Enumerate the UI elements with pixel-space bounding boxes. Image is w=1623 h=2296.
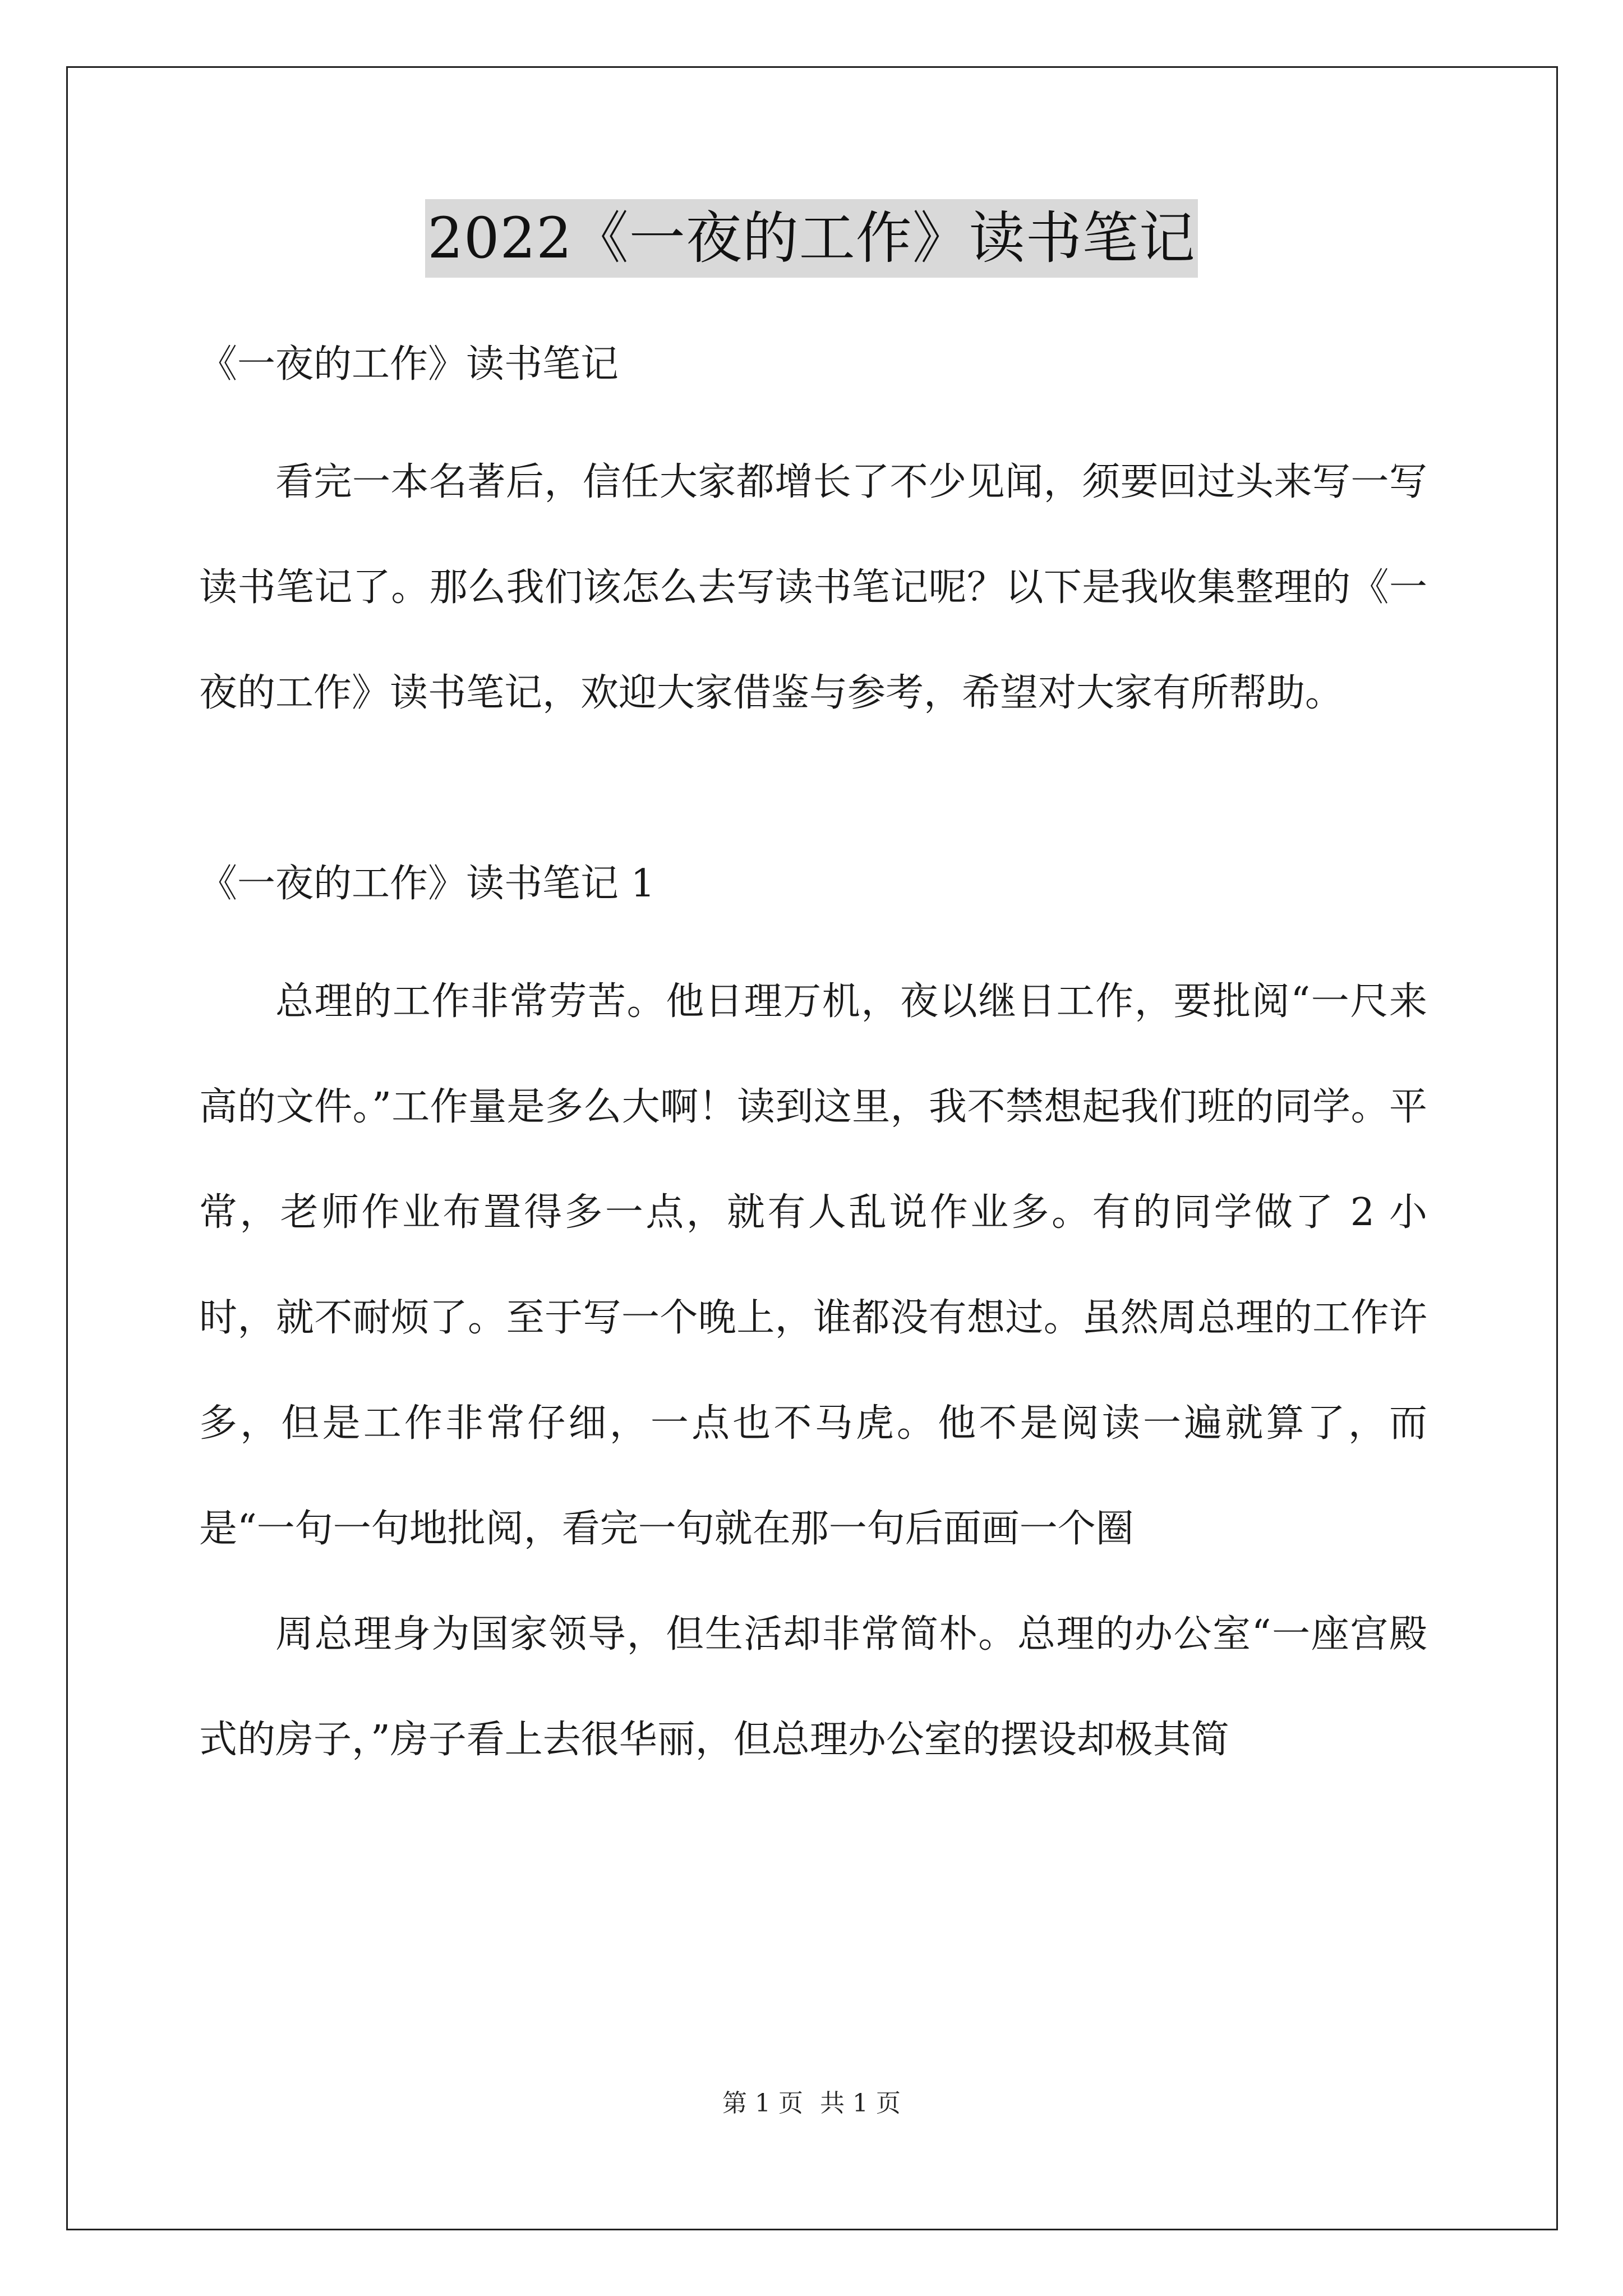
page-number: 第 1 页 xyxy=(722,2089,803,2118)
intro-heading: 《一夜的工作》读书笔记 xyxy=(199,342,619,386)
document-body xyxy=(199,337,1427,1793)
section-heading: 《一夜的工作》读书笔记 1 xyxy=(199,862,655,906)
page-total: 共 1 页 xyxy=(820,2089,901,2118)
document-title: 2022《一夜的工作》读书笔记 xyxy=(425,199,1198,278)
section-paragraph-1: 总理的工作非常劳苦。他日理万机，夜以继日工作，要批阅“一尺来高的文件。”工作量是多么大啊！读到这里，我不禁想起我们班的同学。平常，老师作业布置得多一点，就有人乱说作业多。有的同学做了 2 小时，就不耐烦了。至于写一个晚上，谁都没有想过。虽然周总理的工作许多，但是工作非常仔细，一点也不马虎。他不是阅读一遍就算了，而是“一句一句地批阅，看完一句就在那一句后面画一个圈 xyxy=(199,979,1427,1551)
page-footer xyxy=(0,2087,1623,2120)
intro-paragraph: 看完一本名著后，信任大家都增长了不少见闻，须要回过头来写一写读书笔记了。那么我们该怎么去写读书笔记呢？以下是我收集整理的《一夜的工作》读书笔记，欢迎大家借鉴与参考，希望对大家有所帮助。 xyxy=(199,460,1427,715)
section-paragraph-2: 周总理身为国家领导，但生活却非常简朴。总理的办公室“一座宫殿式的房子，”房子看上去很华丽，但总理办公室的摆设却极其简 xyxy=(199,1612,1427,1762)
title-container xyxy=(0,199,1623,278)
